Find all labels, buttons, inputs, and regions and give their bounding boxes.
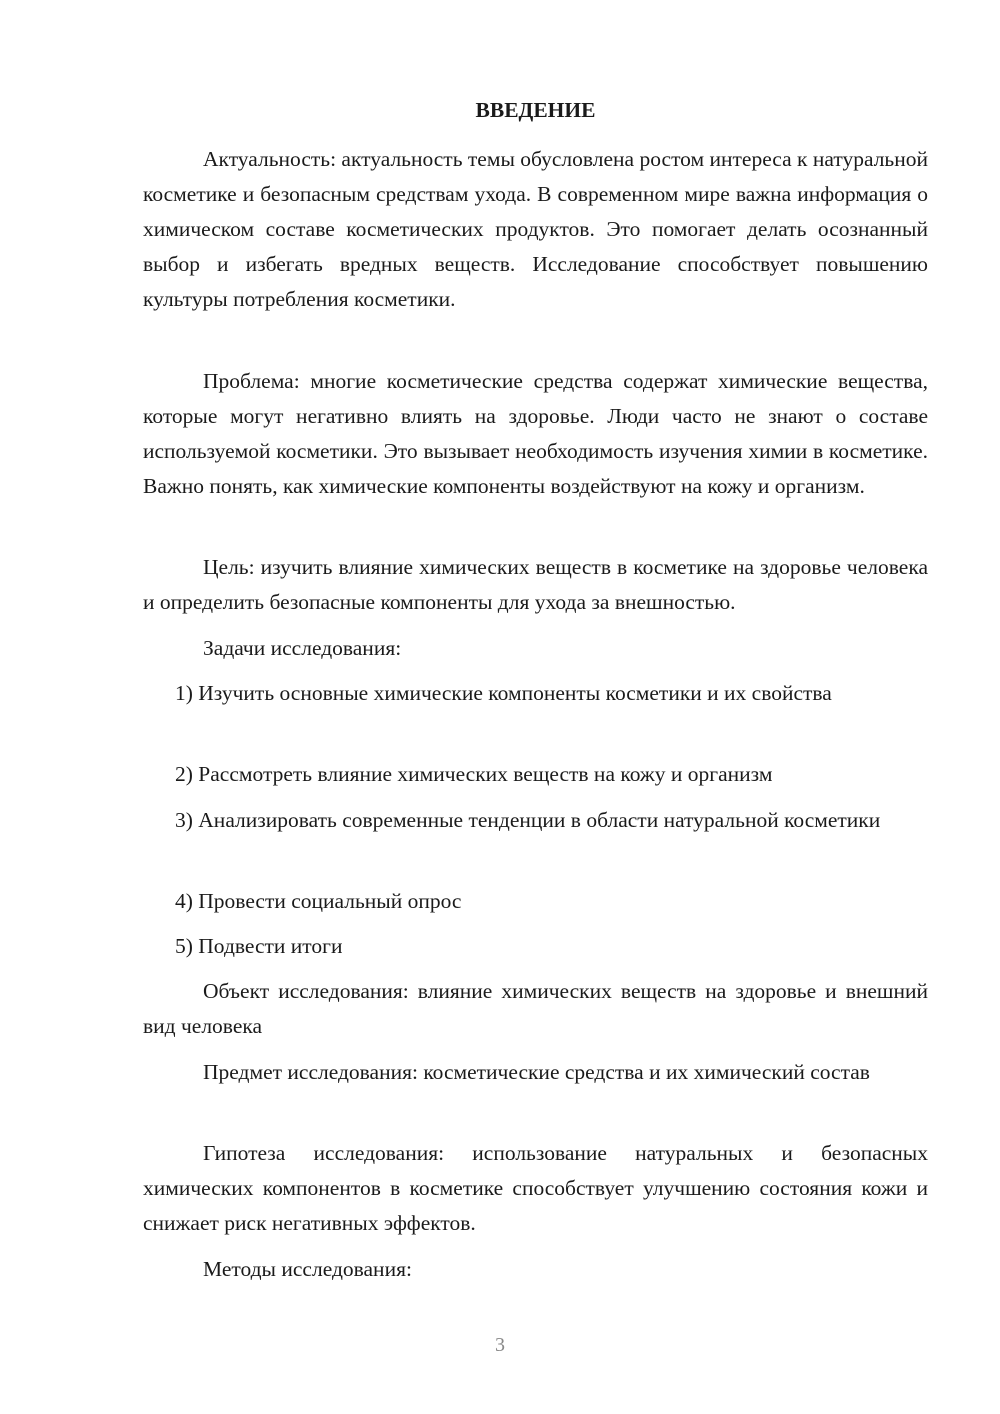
subject-paragraph: Предмет исследования: косметические средства и их химический состав [203,1060,870,1084]
tasks-heading: Задачи исследования: [203,636,402,660]
problem-paragraph: Проблема: многие косметические средства содержат химические вещества, которые могут негативно влиять на здоровье. Люди часто не знают о составе используемой косметики. Это вызывает необходимость изучения химии в косметике. Важно понять, как химические компоненты воздействуют на кожу и организм. [143,369,928,498]
object-paragraph: Объект исследования: влияние химических веществ на здоровье и внешний вид человека [143,979,928,1038]
task-item-2: 2) Рассмотреть влияние химических веществ на кожу и организм [175,762,773,786]
section-title: ВВЕДЕНИЕ [475,98,596,122]
methods-heading: Методы исследования: [203,1257,412,1281]
goal-paragraph: Цель: изучить влияние химических веществ в косметике на здоровье человека и определить безопасные компоненты для ухода за внешностью. [143,555,928,614]
task-item-1: 1) Изучить основные химические компоненты косметики и их свойства [175,681,832,705]
task-item-4: 4) Провести социальный опрос [175,889,462,913]
task-item-3: 3) Анализировать современные тенденции в области натуральной косметики [175,808,881,832]
task-item-5: 5) Подвести итоги [175,934,343,958]
page-number: 3 [495,1334,505,1356]
relevance-paragraph: Актуальность: актуальность темы обусловлена ростом интереса к натуральной косметике и безопасным средствам ухода. В современном мире важна информация о химическом составе косметических продуктов. Это помогает делать осознанный выбор и избегать вредных веществ. Исследование способствует повышению культуры потребления косметики. [143,147,928,311]
hypothesis-paragraph: Гипотеза исследования: использование натуральных и безопасных химических компонентов в косметике способствует улучшению состояния кожи и снижает риск негативных эффектов. [143,1141,928,1235]
